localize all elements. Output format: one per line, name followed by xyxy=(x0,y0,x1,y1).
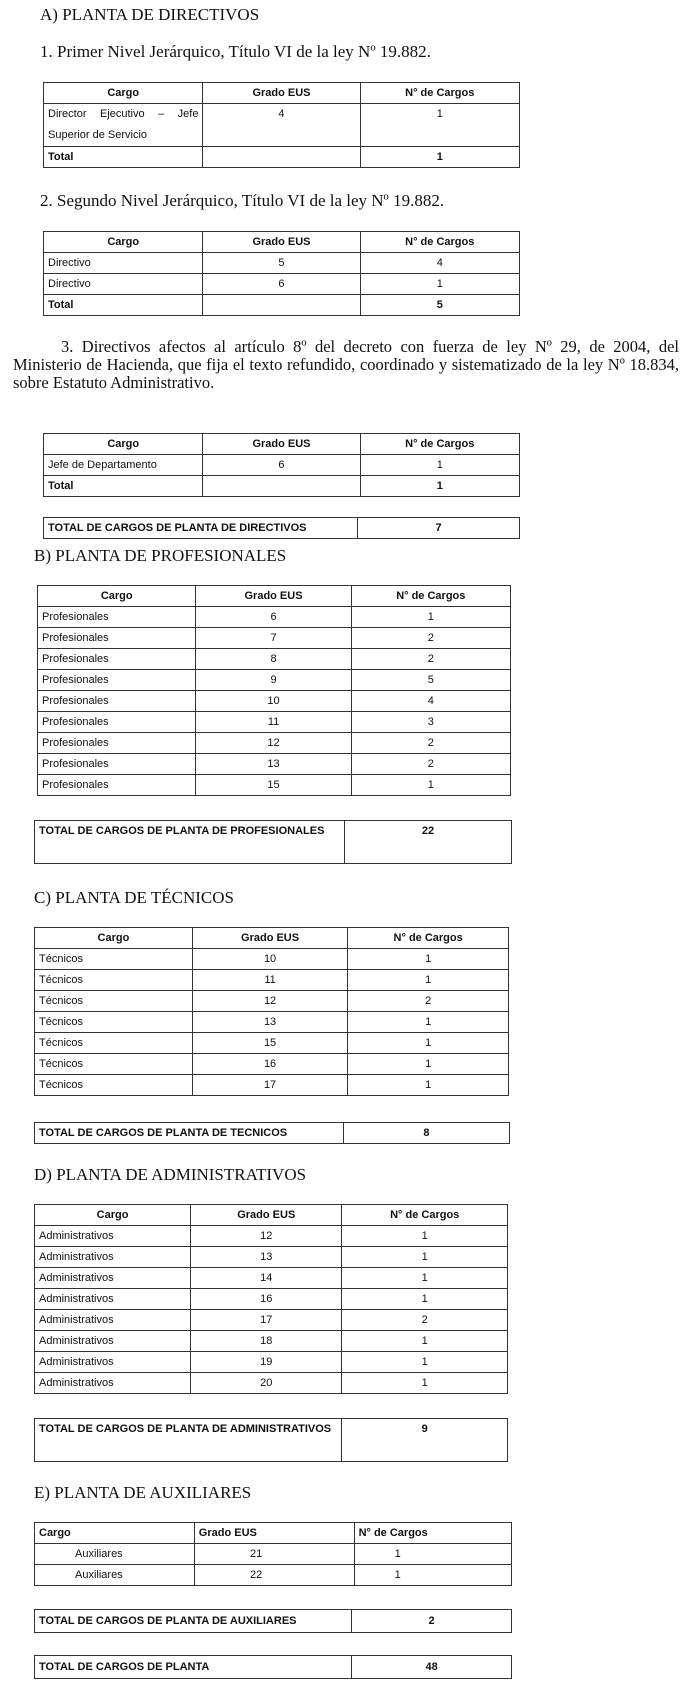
column-header-grado: Grado EUS xyxy=(203,434,360,455)
grado-cell: 21 xyxy=(194,1544,354,1565)
count-cell: 1 xyxy=(348,949,509,970)
grado-cell: 8 xyxy=(196,649,351,670)
column-header-grado: Grado EUS xyxy=(191,1205,342,1226)
total-value: 1 xyxy=(360,147,519,168)
grado-cell: 14 xyxy=(191,1268,342,1289)
table-row xyxy=(35,1289,508,1310)
header-row xyxy=(44,232,520,253)
cargo-cell: Profesionales xyxy=(38,733,196,754)
total-label: TOTAL DE CARGOS DE PLANTA xyxy=(35,1656,352,1679)
total-label: Total xyxy=(44,295,203,316)
total-row xyxy=(35,1656,512,1679)
total-label: Total xyxy=(44,476,203,497)
grado-cell: 9 xyxy=(196,670,351,691)
cargo-cell: Administrativos xyxy=(35,1268,191,1289)
total-row xyxy=(44,295,520,316)
cargo-cell: Directivo xyxy=(44,253,203,274)
column-header-cargo: Cargo xyxy=(38,586,196,607)
table-tecnicos xyxy=(34,927,509,1096)
count-cell: 1 xyxy=(342,1289,508,1310)
count-cell: 1 xyxy=(360,455,519,476)
total-profesionales-table xyxy=(34,820,512,864)
cargo-cell: Administrativos xyxy=(35,1226,191,1247)
cargo-cell: Técnicos xyxy=(35,1075,193,1096)
cargo-cell: Técnicos xyxy=(35,970,193,991)
table-row xyxy=(35,1331,508,1352)
count-cell: 1 xyxy=(342,1247,508,1268)
table-segundo-nivel xyxy=(43,231,520,316)
table-row xyxy=(35,1352,508,1373)
grado-cell: 7 xyxy=(196,628,351,649)
grado-cell: 6 xyxy=(203,274,360,295)
cargo-cell: Profesionales xyxy=(38,607,196,628)
grado-cell: 10 xyxy=(196,691,351,712)
grado-cell: 16 xyxy=(191,1289,342,1310)
subsection-3-paragraph: 3. Directivos afectos al artículo 8º del decreto con fuerza de ley Nº 29, de 2004, del Ministerio de Hacienda, que fija el texto refundido, coordinado y sistematizado de la ley Nº 18.834, sobre Estatuto Administrativo. xyxy=(13,337,679,392)
total-value: 9 xyxy=(342,1419,508,1462)
cargo-cell: Administrativos xyxy=(35,1352,191,1373)
count-cell: 1 xyxy=(342,1268,508,1289)
count-cell: 1 xyxy=(360,274,519,295)
section-c-title: C) PLANTA DE TÉCNICOS xyxy=(34,888,234,907)
cargo-cell: Profesionales xyxy=(38,670,196,691)
cargo-cell: Auxiliares xyxy=(35,1565,195,1586)
total-value: 5 xyxy=(360,295,519,316)
cargo-cell: Administrativos xyxy=(35,1247,191,1268)
total-value: 22 xyxy=(345,821,512,864)
total-label: TOTAL DE CARGOS DE PLANTA DE PROFESIONALES xyxy=(35,821,345,864)
total-planta-table xyxy=(34,1655,512,1679)
table-row xyxy=(38,733,511,754)
total-label: TOTAL DE CARGOS DE PLANTA DE AUXILIARES xyxy=(35,1610,352,1633)
grado-cell: 22 xyxy=(194,1565,354,1586)
count-cell: 1 xyxy=(348,970,509,991)
column-header-cargo: Cargo xyxy=(44,83,203,104)
grado-cell: 5 xyxy=(203,253,360,274)
count-cell: 2 xyxy=(348,991,509,1012)
grado-cell: 13 xyxy=(196,754,351,775)
table-row xyxy=(44,274,520,295)
table-row xyxy=(38,754,511,775)
total-label: TOTAL DE CARGOS DE PLANTA DE ADMINISTRATIVOS xyxy=(35,1419,342,1462)
table-row xyxy=(38,649,511,670)
column-header-n: N° de Cargos xyxy=(348,928,509,949)
column-header-grado: Grado EUS xyxy=(192,928,347,949)
table-row xyxy=(38,712,511,733)
column-header-n: N° de Cargos xyxy=(342,1205,508,1226)
count-cell: 1 xyxy=(360,104,519,147)
count-cell: 4 xyxy=(351,691,510,712)
count-cell: 2 xyxy=(342,1310,508,1331)
table-auxiliares xyxy=(34,1522,512,1586)
cargo-cell: Directivo xyxy=(44,274,203,295)
count-cell: 2 xyxy=(351,628,510,649)
cargo-cell: Profesionales xyxy=(38,691,196,712)
count-cell: 1 xyxy=(351,607,510,628)
grado-cell: 11 xyxy=(192,970,347,991)
column-header-cargo: Cargo xyxy=(35,928,193,949)
table-row xyxy=(44,104,520,147)
table-row xyxy=(35,1373,508,1394)
total-value: 8 xyxy=(343,1123,509,1144)
grado-cell: 10 xyxy=(192,949,347,970)
count-cell: 2 xyxy=(351,754,510,775)
column-header-grado: Grado EUS xyxy=(196,586,351,607)
total-row xyxy=(35,821,512,864)
column-header-cargo: Cargo xyxy=(35,1523,195,1544)
header-row xyxy=(44,434,520,455)
cargo-cell: Auxiliares xyxy=(35,1544,195,1565)
table-row xyxy=(35,1226,508,1247)
total-row xyxy=(44,147,520,168)
grado-cell: 6 xyxy=(203,455,360,476)
count-cell: 1 xyxy=(348,1054,509,1075)
count-cell: 1 xyxy=(342,1331,508,1352)
total-label: Total xyxy=(44,147,203,168)
column-header-grado: Grado EUS xyxy=(203,83,360,104)
total-value: 7 xyxy=(358,518,520,539)
total-row xyxy=(35,1123,510,1144)
grado-cell: 17 xyxy=(191,1310,342,1331)
subsection-1-title: 1. Primer Nivel Jerárquico, Título VI de la ley Nº 19.882. xyxy=(40,42,431,61)
header-row xyxy=(35,1523,512,1544)
table-profesionales xyxy=(37,585,511,796)
subsection-2-title: 2. Segundo Nivel Jerárquico, Título VI de la ley Nº 19.882. xyxy=(40,191,445,210)
cargo-cell: Administrativos xyxy=(35,1331,191,1352)
table-row xyxy=(44,455,520,476)
column-header-n: N° de Cargos xyxy=(354,1523,511,1544)
total-row xyxy=(44,518,520,539)
count-cell: 1 xyxy=(348,1012,509,1033)
total-value: 1 xyxy=(360,476,519,497)
total-row xyxy=(44,476,520,497)
table-administrativos xyxy=(34,1204,508,1394)
grado-cell: 18 xyxy=(191,1331,342,1352)
cargo-cell: Profesionales xyxy=(38,775,196,796)
empty-cell xyxy=(203,147,360,168)
column-header-grado: Grado EUS xyxy=(203,232,360,253)
column-header-cargo: Cargo xyxy=(44,434,203,455)
count-cell: 1 xyxy=(342,1226,508,1247)
total-value: 48 xyxy=(352,1656,512,1679)
cargo-cell: Técnicos xyxy=(35,1054,193,1075)
grado-cell: 17 xyxy=(192,1075,347,1096)
table-primer-nivel xyxy=(43,82,520,168)
grado-cell: 12 xyxy=(191,1226,342,1247)
cargo-cell: Director Ejecutivo – Jefe Superior de Servicio xyxy=(44,104,203,147)
total-label: TOTAL DE CARGOS DE PLANTA DE TECNICOS xyxy=(35,1123,344,1144)
table-row xyxy=(35,1012,509,1033)
total-value: 2 xyxy=(352,1610,512,1633)
column-header-cargo: Cargo xyxy=(44,232,203,253)
total-administrativos-table xyxy=(34,1418,508,1462)
header-row xyxy=(38,586,511,607)
cargo-cell: Jefe de Departamento xyxy=(44,455,203,476)
header-row xyxy=(35,1205,508,1226)
table-row xyxy=(38,628,511,649)
section-b-title: B) PLANTA DE PROFESIONALES xyxy=(34,546,287,565)
column-header-n: N° de Cargos xyxy=(351,586,510,607)
total-tecnicos-table xyxy=(34,1122,510,1144)
table-row xyxy=(35,1247,508,1268)
total-directivos-table xyxy=(43,517,520,539)
table-row xyxy=(35,1544,512,1565)
grado-cell: 15 xyxy=(196,775,351,796)
column-header-n: N° de Cargos xyxy=(360,232,519,253)
table-row xyxy=(35,1310,508,1331)
grado-cell: 13 xyxy=(191,1247,342,1268)
table-row xyxy=(38,607,511,628)
table-row xyxy=(38,670,511,691)
column-header-n: N° de Cargos xyxy=(360,83,519,104)
table-row xyxy=(35,949,509,970)
count-cell: 1 xyxy=(354,1544,511,1565)
table-row xyxy=(35,1268,508,1289)
grado-cell: 15 xyxy=(192,1033,347,1054)
table-row xyxy=(35,1054,509,1075)
cargo-cell: Técnicos xyxy=(35,949,193,970)
table-row xyxy=(35,970,509,991)
grado-cell: 12 xyxy=(196,733,351,754)
count-cell: 3 xyxy=(351,712,510,733)
count-cell: 1 xyxy=(354,1565,511,1586)
total-row xyxy=(35,1610,512,1633)
section-d-title: D) PLANTA DE ADMINISTRATIVOS xyxy=(34,1165,307,1184)
cargo-cell: Profesionales xyxy=(38,649,196,670)
empty-cell xyxy=(203,295,360,316)
table-row xyxy=(44,253,520,274)
grado-cell: 4 xyxy=(203,104,360,147)
column-header-cargo: Cargo xyxy=(35,1205,191,1226)
count-cell: 5 xyxy=(351,670,510,691)
table-row xyxy=(38,691,511,712)
section-e-title: E) PLANTA DE AUXILIARES xyxy=(34,1483,252,1502)
column-header-grado: Grado EUS xyxy=(194,1523,354,1544)
cargo-cell: Profesionales xyxy=(38,628,196,649)
total-row xyxy=(35,1419,508,1462)
count-cell: 1 xyxy=(351,775,510,796)
count-cell: 1 xyxy=(348,1075,509,1096)
count-cell: 1 xyxy=(342,1352,508,1373)
cargo-cell: Administrativos xyxy=(35,1373,191,1394)
table-row xyxy=(38,775,511,796)
grado-cell: 11 xyxy=(196,712,351,733)
cargo-cell: Administrativos xyxy=(35,1289,191,1310)
count-cell: 2 xyxy=(351,733,510,754)
empty-cell xyxy=(203,476,360,497)
count-cell: 1 xyxy=(342,1373,508,1394)
header-row xyxy=(44,83,520,104)
count-cell: 4 xyxy=(360,253,519,274)
total-label: TOTAL DE CARGOS DE PLANTA DE DIRECTIVOS xyxy=(44,518,358,539)
count-cell: 1 xyxy=(348,1033,509,1054)
table-row xyxy=(35,991,509,1012)
section-a-title: A) PLANTA DE DIRECTIVOS xyxy=(40,5,260,24)
grado-cell: 20 xyxy=(191,1373,342,1394)
cargo-cell: Técnicos xyxy=(35,1033,193,1054)
column-header-n: N° de Cargos xyxy=(360,434,519,455)
cargo-cell: Profesionales xyxy=(38,712,196,733)
cargo-cell: Técnicos xyxy=(35,1012,193,1033)
grado-cell: 12 xyxy=(192,991,347,1012)
table-row xyxy=(35,1033,509,1054)
grado-cell: 13 xyxy=(192,1012,347,1033)
grado-cell: 6 xyxy=(196,607,351,628)
total-auxiliares-table xyxy=(34,1609,512,1633)
grado-cell: 16 xyxy=(192,1054,347,1075)
table-row xyxy=(35,1565,512,1586)
table-directivos-art8 xyxy=(43,433,520,497)
grado-cell: 19 xyxy=(191,1352,342,1373)
count-cell: 2 xyxy=(351,649,510,670)
cargo-cell: Técnicos xyxy=(35,991,193,1012)
table-row xyxy=(35,1075,509,1096)
header-row xyxy=(35,928,509,949)
cargo-cell: Profesionales xyxy=(38,754,196,775)
cargo-cell: Administrativos xyxy=(35,1310,191,1331)
